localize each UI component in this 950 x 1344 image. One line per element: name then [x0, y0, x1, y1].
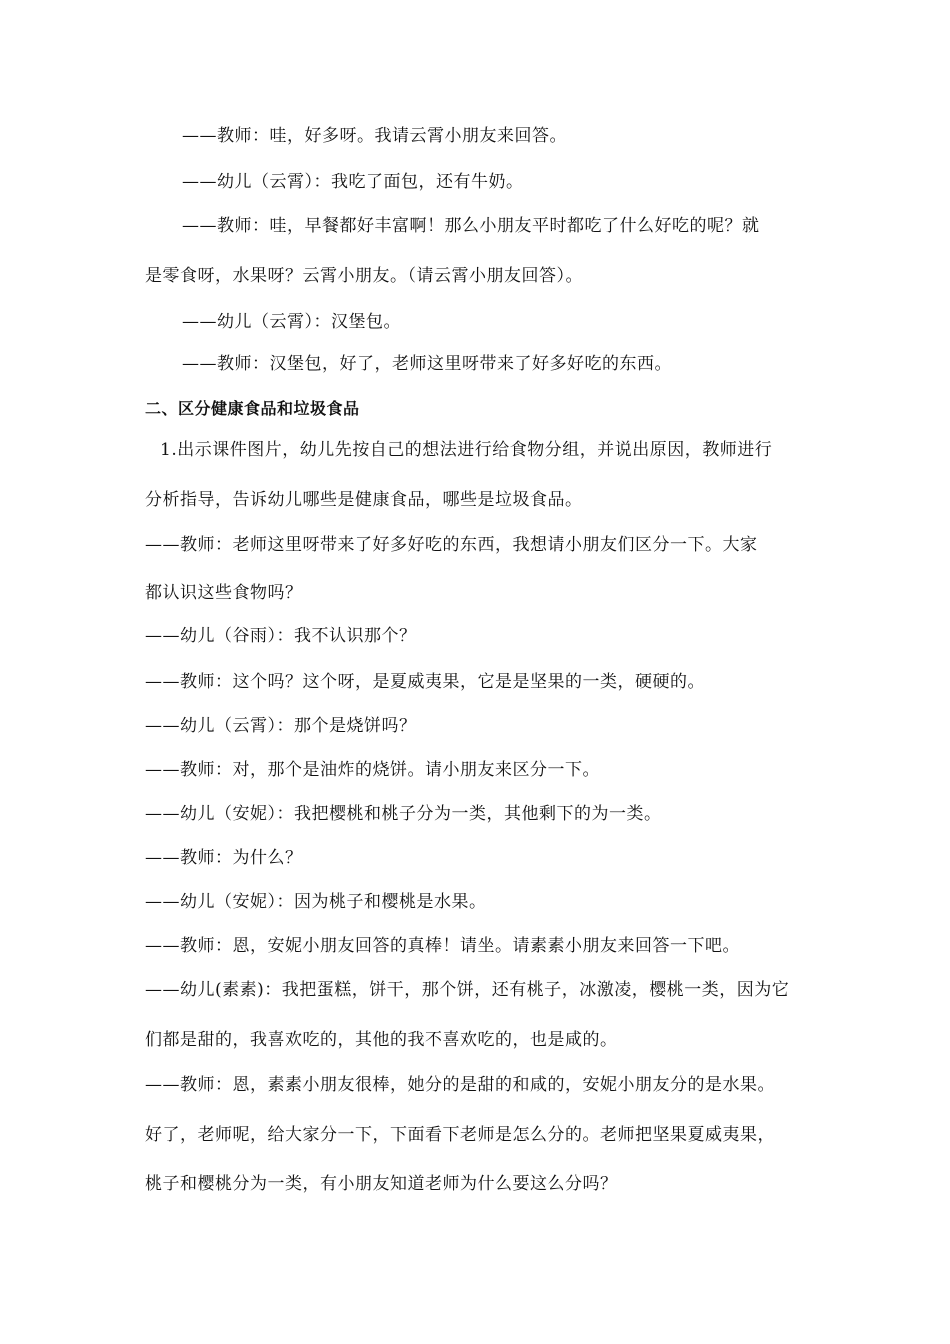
- dialogue-line: ——教师：对，那个是油炸的烧饼。请小朋友来区分一下。: [145, 760, 600, 780]
- dialogue-line-continued: 桃子和樱桃分为一类，有小朋友知道老师为什么要这么分吗？: [145, 1174, 618, 1194]
- dialogue-line: ——教师：为什么？: [145, 848, 303, 868]
- dialogue-line: ——教师：恩，安妮小朋友回答的真棒！请坐。请素素小朋友来回答一下吧。: [145, 936, 740, 956]
- dialogue-line: ——幼儿（云霄）：我吃了面包，还有牛奶。: [182, 172, 524, 192]
- dialogue-line: ——幼儿（云霄）：汉堡包。: [182, 312, 401, 332]
- dialogue-line-continued: 好了，老师呢，给大家分一下，下面看下老师是怎么分的。老师把坚果夏威夷果，: [145, 1125, 775, 1145]
- dialogue-line: ——幼儿（安妮）：我把樱桃和桃子分为一类，其他剩下的为一类。: [145, 804, 662, 824]
- dialogue-line: ——幼儿(素素)：我把蛋糕，饼干，那个饼，还有桃子，冰激凌，樱桃一类，因为它: [145, 980, 790, 1000]
- numbered-step: 1.出示课件图片，幼儿先按自己的想法进行给食物分组，并说出原因，教师进行: [160, 440, 773, 460]
- dialogue-line: ——教师：恩，素素小朋友很棒，她分的是甜的和咸的，安妮小朋友分的是水果。: [145, 1075, 775, 1095]
- dialogue-line: ——幼儿（云霄）：那个是烧饼吗？: [145, 716, 417, 736]
- dialogue-line: ——教师：哇，早餐都好丰富啊！那么小朋友平时都吃了什么好吃的呢？就: [182, 216, 760, 236]
- dialogue-line: ——教师：这个吗？这个呀，是夏威夷果，它是是坚果的一类，硬硬的。: [145, 672, 705, 692]
- dialogue-line-continued: 是零食呀，水果呀？云霄小朋友。（请云霄小朋友回答）。: [145, 266, 583, 286]
- numbered-step-continued: 分析指导，告诉幼儿哪些是健康食品，哪些是垃圾食品。: [145, 490, 583, 510]
- dialogue-line-continued: 都认识这些食物吗？: [145, 583, 303, 603]
- dialogue-line: ——幼儿（安妮）：因为桃子和樱桃是水果。: [145, 892, 487, 912]
- dialogue-line: ——教师：汉堡包，好了，老师这里呀带来了好多好吃的东西。: [182, 354, 672, 374]
- dialogue-line-continued: 们都是甜的，我喜欢吃的，其他的我不喜欢吃的，也是咸的。: [145, 1030, 618, 1050]
- dialogue-line: ——教师：老师这里呀带来了好多好吃的东西，我想请小朋友们区分一下。大家: [145, 535, 758, 555]
- dialogue-line: ——幼儿（谷雨）：我不认识那个？: [145, 626, 417, 646]
- dialogue-line: ——教师：哇，好多呀。我请云霄小朋友来回答。: [182, 126, 567, 146]
- section-heading: 二、区分健康食品和垃圾食品: [145, 399, 360, 418]
